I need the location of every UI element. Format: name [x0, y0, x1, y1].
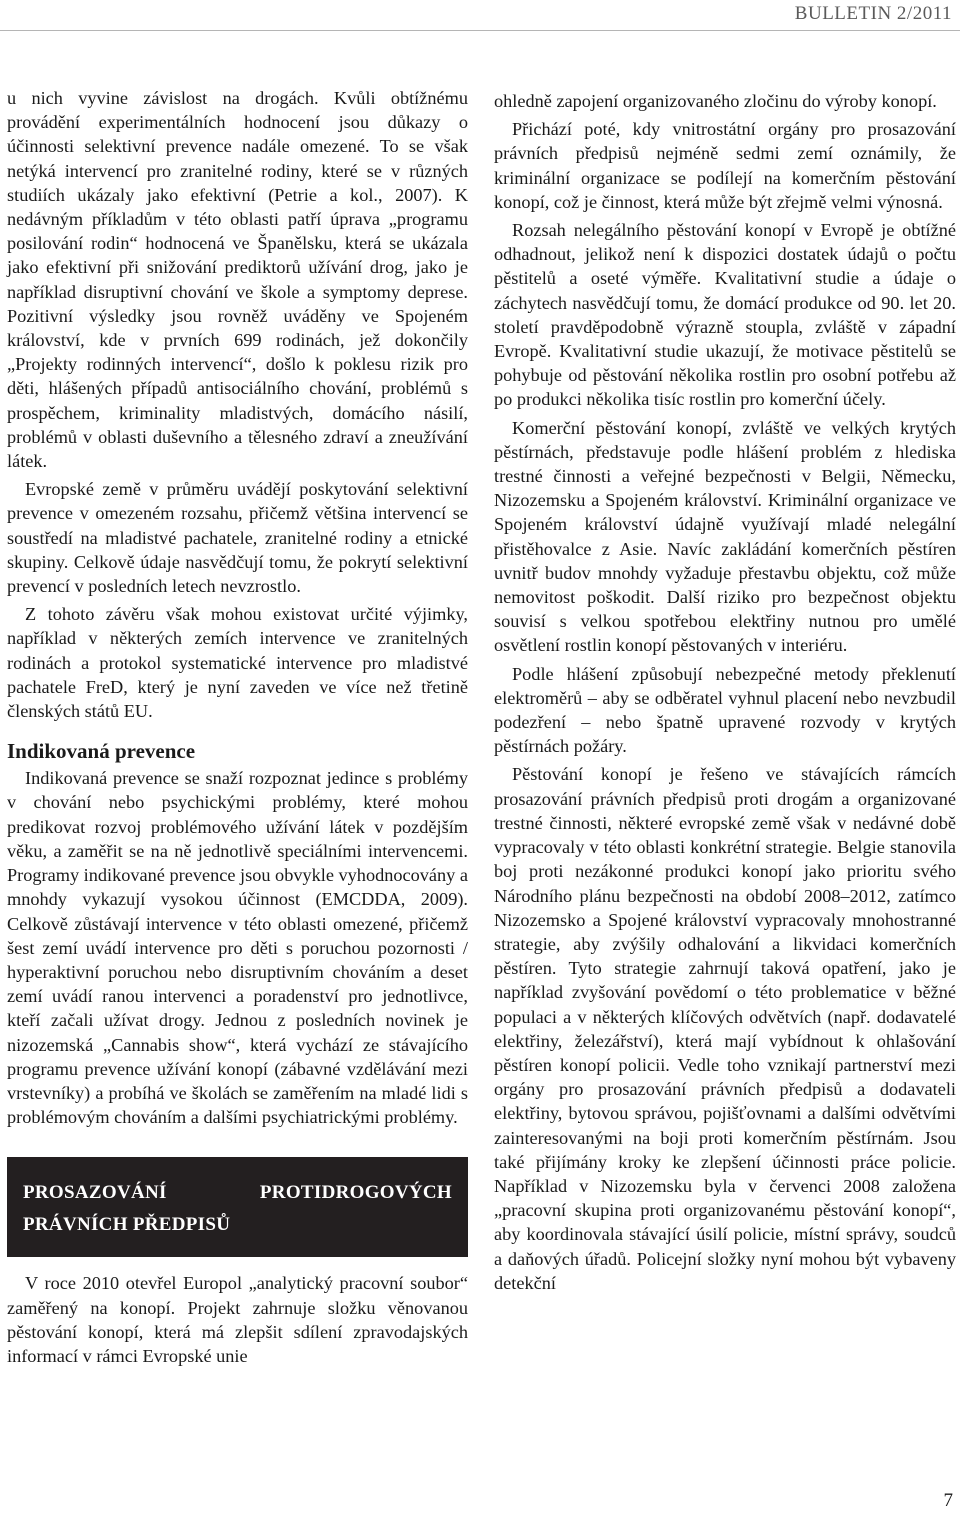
- paragraph: Z tohoto závěru však mohou existovat určité výjimky, například v některých zemích intervence ve zranitelných rodinách a protokol systematické intervence pro mladistvé pachatele FreD, který je nyní zaveden ve více než třetině členských států EU.: [7, 604, 468, 722]
- section-title-box: PROSAZOVÁNÍ PROTIDROGOVÝCH PRÁVNÍCH PŘEDPISŮ: [7, 1157, 468, 1257]
- paragraph: u nich vyvine závislost na drogách. Kvůli obtížnému provádění experimentálních hodnocení jsou důkazy o účinnosti selektivní prevence nadále omezené. To se však netýká intervencí pro zranitelné rodiny, které se v různých studiích ukázaly jako efektivní (Petrie a kol., 2007). K nedávným příkladům v této oblasti patří úprava „programu posilování rodin“ hodnocená ve Španělsku, která se ukázala jako efektivní při snižování prediktorů užívání drog, jako je například disruptivní chování ve škole a symptomy deprese. Pozitivní výsledky jsou rovněž uváděny ve Spojeném království, kde v prvních 699 rodinách, jež dokončily „Projekty rodinných intervencí“, došlo k poklesu rizik pro děti, hlášených případů antisociálního chování, problémů s prospěchem, kriminality mladistvých, domácího násilí, problémů v oblasti duševního a tělesného zdraví a zneužívání látek.: [7, 88, 468, 472]
- paragraph: V roce 2010 otevřel Europol „analytický pracovní soubor“ zaměřený na konopí. Projekt zahrnuje složku věnovanou pěstování konopí, která má zlepšit sdílení zpravodajských informací v rámci Evropské unie: [7, 1273, 468, 1366]
- running-header: [0, 0, 960, 31]
- paragraph: ohledně zapojení organizovaného zločinu do výroby konopí.: [494, 91, 937, 111]
- bulletin-title: BULLETIN 2/2011: [794, 3, 952, 24]
- left-column: [7, 86, 468, 1368]
- page-number: 7: [943, 1490, 953, 1511]
- subheading-indicated-prevention: Indikovaná prevence: [7, 739, 196, 764]
- paragraph: Indikovaná prevence se snaží rozpoznat jedince s problémy v chování nebo psychickými problémy, které mohou predikovat rozvoj problémového užívání látek v pozdějším věku, a zaměřit se na ně jednotlivě speciálními intervencemi. Programy indikované prevence jsou obvykle vyhodnocovány a mnohdy vykazují vysokou účinnost (EMCDDA, 2009). Celkově zůstávají intervence v této oblasti omezené, přičemž šest zemí uvádí intervence pro děti s poruchou pozornosti / hyperaktivní poruchou nebo disruptivním chováním a deset zemí uvádí ranou intervenci a poradenství pro jednotlivce, kteří začali užívat drogy. Jednou z posledních novinek je nizozemská „Cannabis show“, která vychází ze stávajícího programu prevence užívání konopí (zábavné vzdělávání mezi vrstevníky) a probíhá ve školách se zaměřením na mladé lidi s problémovým chováním a dalšími psychiatrickými problémy.: [7, 768, 468, 1128]
- paragraph: Pěstování konopí je řešeno ve stávajících rámcích prosazování právních předpisů proti drogám a organizované trestné činnosti, některé evropské země však v nedávné době vypracovaly v této oblasti konkrétní strategie. Belgie stanovila boj proti nezákonné produkci konopí jako prioritu svého Národního plánu bezpečnosti na období 2008–2012, zatímco Nizozemsko a Spojené království vypracovaly mnohostranné strategie, aby zvýšily odhalování a likvidaci komerčních pěstíren. Tyto strategie zahrnují taková opatření, jako je například zvyšování povědomí o této problematice v běžné populaci a v některých klíčových odvětvích (např. dodavatelé elektřiny, železářství), která mají vybídnout k ohlašování pěstíren konopí policii. Vedle toho vznikají partnerství mezi orgány pro prosazování právních předpisů a dodavateli elektřiny, bytovou správou, pojišťovnami a dalšími odvětvími zainteresovanými na boji proti komerčním pěstírnám. Jsou také přijímány kroky ke zlepšení účinnosti práce policie. Například v Nizozemsku byla v červenci 2008 založena „pracovní skupina proti organizovanému pěstování konopí“, aby koordinovala stávající úsilí policie, místní správy, soudců a daňových úřadů. Policejní složky nyní mohou být vybaveny detekční: [494, 764, 956, 1293]
- paragraph: Podle hlášení způsobují nebezpečné metody překlenutí elektroměrů – aby se odběratel vyhnul placení nebo nevzbudil podezření – nebo špatně upravené rozvody v krytých pěstírnách požáry.: [494, 663, 956, 757]
- paragraph: Přichází poté, kdy vnitrostátní orgány pro prosazování právních předpisů nejméně sedmi zemí oznámily, že kriminální organizace se podílejí na komerčním pěstování konopí, což je činnost, která může být zřejmě velmi výnosná.: [494, 119, 956, 212]
- paragraph: Evropské země v průměru uvádějí poskytování selektivní prevence v omezeném rozsahu, přičemž většina intervencí se soustředí na mladistvé pachatele, zranitelné rodiny a etnické skupiny. Celkově údaje nasvědčují tomu, že pokrytí selektivní prevencí v posledních letech nevzrostlo.: [7, 479, 468, 597]
- paragraph: Komerční pěstování konopí, zvláště ve velkých krytých pěstírnách, představuje podle hlášení problém z hlediska trestné činnosti a veřejné bezpečnosti v Belgii, Německu, Nizozemsku a Spojeném království. Kriminální organizace ve Spojeném království údajně využívají mladé nelegální přistěhovalce z Asie. Navíc zakládání komerčních pěstíren uvnitř budov mnohdy vyžaduje přestavbu objektu, což může nemovitost poškodit. Další riziko pro bezpečnost objektu souvisí s velkou spotřebou elektřiny nutnou pro umělé osvětlení rostlin konopí pěstovaných v interiéru.: [494, 417, 956, 656]
- right-column: [494, 89, 956, 1295]
- paragraph: Rozsah nelegálního pěstování konopí v Evropě je obtížné odhadnout, jelikož není k dispozici dostatek údajů o počtu pěstitelů a oseté výměře. Kvalitativní studie a údaje o záchytech nasvědčují tomu, že domácí produkce od 90. let 20. století pravděpodobně výrazně stoupla, zvláště v západní Evropě. Kvalitativní studie ukazují, že motivace pěstitelů se pohybuje od pěstování několika rostlin pro osobní potřebu až po produkci několika tisíc rostlin pro komerční účely.: [494, 220, 956, 410]
